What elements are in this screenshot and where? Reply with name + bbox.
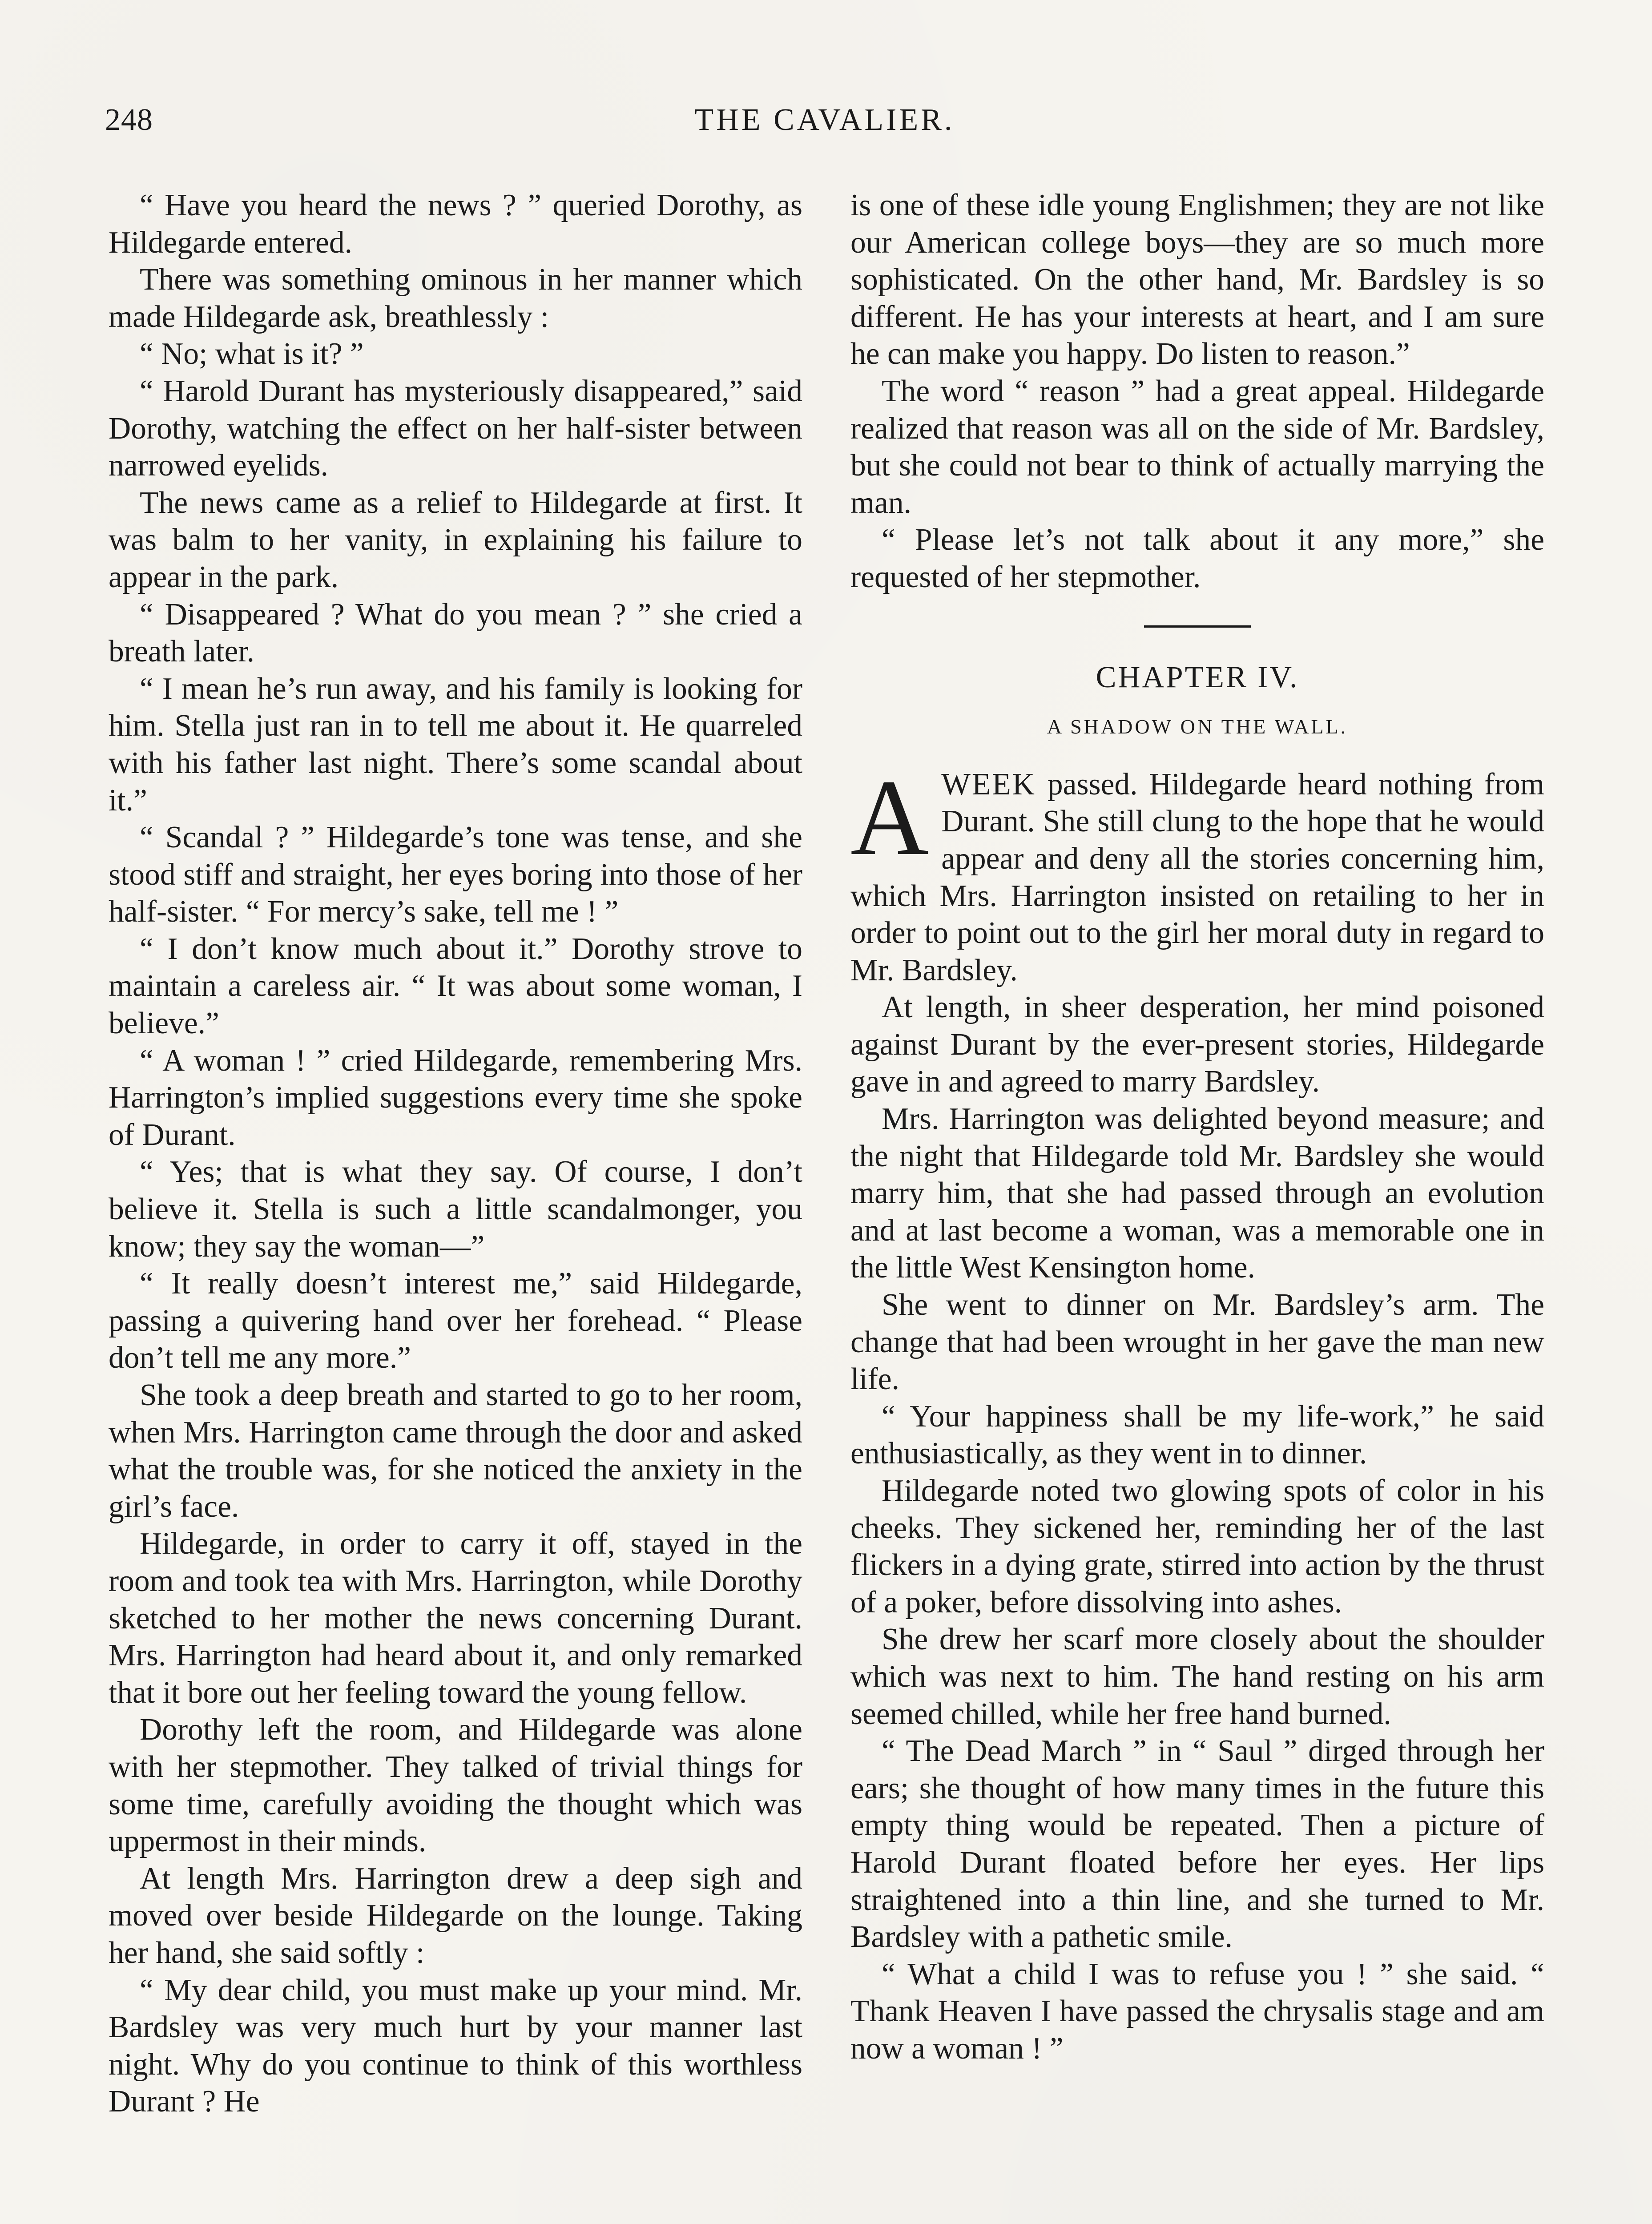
paragraph: Hildegarde, in order to carry it off, stayed in the room and took tea with Mrs. Harrington, while Dorothy sketched to her mother the news concerning Durant. Mrs. Harrington had heard about it, and only remarked that it bore out her feeling toward the young fellow. bbox=[109, 1527, 802, 1710]
paragraph: “ Yes; that is what they say. Of course, I don’t believe it. Stella is such a little scandalmonger, you know; they say the woman—” bbox=[109, 1155, 802, 1264]
paragraph: “ Your happiness shall be my life-work,” he said enthusiastically, as they went in to dinner. bbox=[850, 1399, 1544, 1471]
paragraph: “ My dear child, you must make up your mind. Mr. Bardsley was very much hurt by your manner last night. Why do you continue to think of this worthless Durant ? He bbox=[109, 1973, 802, 2119]
paragraph: “ The Dead March ” in “ Saul ” dirged through her ears; she thought of how many times in the future this empty thing would be repeated. Then a picture of Harold Durant floated before her eyes. Her lips straightened into a thin line, and she turned to Mr. Bardsley with a pathetic smile. bbox=[850, 1734, 1544, 1954]
paragraph: “ Have you heard the news ? ” queried Dorothy, as Hildegarde entered. bbox=[109, 188, 802, 260]
section-divider bbox=[1144, 625, 1251, 628]
opening-text: passed. Hildegarde heard nothing from Durant. She still clung to the hope that he would appear and deny all the stories concerning him, which Mrs. Harrington insisted on retailing to her in order to point out to the girl her moral duty in regard to Mr. Bardsley. bbox=[850, 767, 1544, 987]
journal-title: THE CAVALIER. bbox=[694, 103, 955, 137]
paragraph: At length, in sheer desperation, her mind poisoned against Durant by the ever-present stories, Hildegarde gave in and agreed to marry Bardsley. bbox=[850, 990, 1544, 1099]
paragraph: “ Scandal ? ” Hildegarde’s tone was tense, and she stood stiff and straight, her eyes boring into those of her half-sister. “ For mercy’s sake, tell me ! ” bbox=[109, 820, 802, 929]
paragraph: She went to dinner on Mr. Bardsley’s arm. The change that had been wrought in her gave the man new life. bbox=[850, 1288, 1544, 1397]
paragraph: “ It really doesn’t interest me,” said Hildegarde, passing a quivering hand over her forehead. “ Please don’t tell me any more.” bbox=[109, 1266, 802, 1375]
paragraph: The word “ reason ” had a great appeal. Hildegarde realized that reason was all on the side of Mr. Bardsley, but she could not bear to think of actually marrying the man. bbox=[850, 374, 1544, 520]
paragraph: “ Harold Durant has mysteriously disappeared,” said Dorothy, watching the effect on her half-sister between narrowed eyelids. bbox=[109, 374, 802, 483]
chapter-opening-paragraph bbox=[850, 757, 1544, 989]
continued-paragraph: is one of these idle young Englishmen; they are not like our American college boys—they are so much more sophisticated. On the other hand, Mr. Bardsley is so different. He has your interests at heart, and I am sure he can make you happy. Do listen to reason.” bbox=[850, 188, 1544, 371]
paragraph: “ Disappeared ? What do you mean ? ” she cried a breath later. bbox=[109, 597, 802, 669]
paragraph: “ A woman ! ” cried Hildegarde, remembering Mrs. Harrington’s implied suggestions every time she spoke of Durant. bbox=[109, 1043, 802, 1152]
paragraph: “ I mean he’s run away, and his family is looking for him. Stella just ran in to tell me about it. He quarreled with his father last night. There’s some scandal about it.” bbox=[109, 671, 802, 818]
paragraph: “ What a child I was to refuse you ! ” she said. “ Thank Heaven I have passed the chrysalis stage and am now a woman ! ” bbox=[850, 1957, 1544, 2066]
left-column bbox=[109, 187, 802, 2120]
paragraph: She drew her scarf more closely about the shoulder which was next to him. The hand resting on his arm seemed chilled, while her free hand burned. bbox=[850, 1622, 1544, 1731]
drop-cap: A bbox=[850, 757, 929, 878]
chapter-title: CHAPTER IV. bbox=[1096, 660, 1299, 694]
paragraph: “ No; what is it? ” bbox=[140, 337, 364, 371]
paragraph: She took a deep breath and started to go to her room, when Mrs. Harrington came through the door and asked what the trouble was, for she noticed the anxiety in the girl’s face. bbox=[109, 1378, 802, 1524]
paragraph: Mrs. Harrington was delighted beyond measure; and the night that Hildegarde told Mr. Bardsley she would marry him, that she had passed through an evolution and at last become a woman, was a memorable one in the little West Kensington home. bbox=[850, 1102, 1544, 1285]
chapter-subtitle: A SHADOW ON THE WALL. bbox=[1047, 715, 1348, 738]
page-number: 248 bbox=[105, 103, 153, 137]
paragraph: “ Please let’s not talk about it any more,” she requested of her stepmother. bbox=[850, 523, 1544, 594]
opening-word: WEEK bbox=[941, 767, 1036, 802]
paragraph: Hildegarde noted two glowing spots of color in his cheeks. They sickened her, reminding her of the last flickers in a dying grate, stirred into action by the thrust of a poker, before dissolving into ashes. bbox=[850, 1474, 1544, 1620]
paragraph: There was something ominous in her manner which made Hildegarde ask, breathlessly : bbox=[109, 262, 802, 334]
paragraph: At length Mrs. Harrington drew a deep sigh and moved over beside Hildegarde on the lounge. Taking her hand, she said softly : bbox=[109, 1861, 802, 1970]
right-column bbox=[850, 187, 1544, 2067]
paragraph: “ I don’t know much about it.” Dorothy strove to maintain a careless air. “ It was about some woman, I believe.” bbox=[109, 931, 802, 1041]
running-head bbox=[105, 93, 1544, 156]
paragraph: The news came as a relief to Hildegarde at first. It was balm to her vanity, in explaining his failure to appear in the park. bbox=[109, 485, 802, 594]
paragraph: Dorothy left the room, and Hildegarde was alone with her stepmother. They talked of trivial things for some time, carefully avoiding the thought which was uppermost in their minds. bbox=[109, 1712, 802, 1859]
